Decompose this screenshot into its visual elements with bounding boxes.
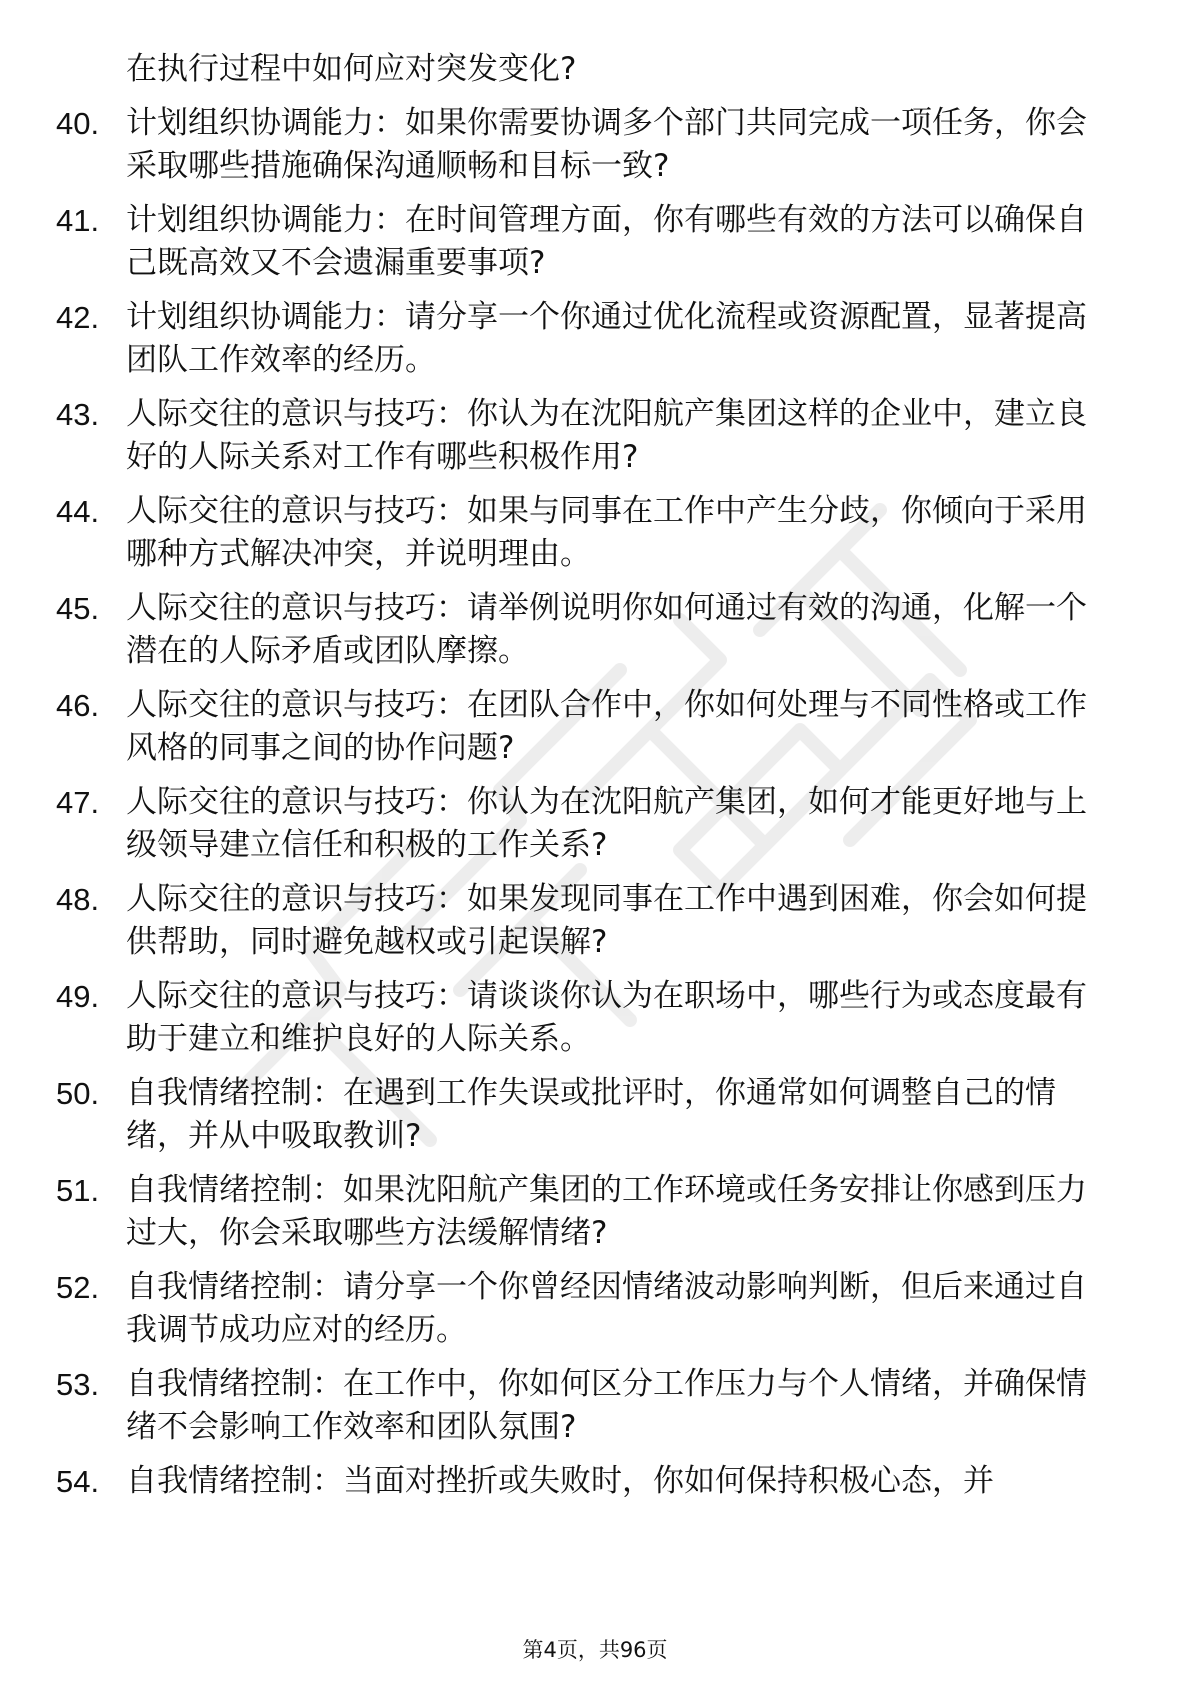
- item-text: 在执行过程中如何应对突发变化?: [126, 51, 577, 87]
- list-item: [56, 490, 1116, 576]
- item-number: 44.: [56, 494, 100, 529]
- item-text: 自我情绪控制：请分享一个你曾经因情绪波动影响判断，但后来通过自我调节成功应对的经历。: [126, 1269, 1087, 1348]
- item-text: 自我情绪控制：在工作中，你如何区分工作压力与个人情绪，并确保情绪不会影响工作效率和团队氛围?: [126, 1366, 1087, 1445]
- item-number: 41.: [56, 203, 100, 238]
- list-item: [56, 296, 1116, 382]
- list-item: [56, 684, 1116, 770]
- item-number: 42.: [56, 300, 100, 335]
- item-number: 53.: [56, 1367, 100, 1402]
- item-text: 计划组织协调能力：在时间管理方面，你有哪些有效的方法可以确保自己既高效又不会遗漏重要事项?: [126, 202, 1087, 281]
- item-number: 50.: [56, 1076, 100, 1111]
- list-item: [56, 393, 1116, 479]
- list-item: [56, 1072, 1116, 1158]
- item-number: 47.: [56, 785, 100, 820]
- item-text: 人际交往的意识与技巧：如果与同事在工作中产生分歧，你倾向于采用哪种方式解决冲突，并说明理由。: [126, 493, 1087, 572]
- list-item: [56, 1460, 1116, 1503]
- item-number: 51.: [56, 1173, 100, 1208]
- item-text: 人际交往的意识与技巧：你认为在沈阳航产集团，如何才能更好地与上级领导建立信任和积极的工作关系?: [126, 784, 1087, 863]
- item-text: 自我情绪控制：在遇到工作失误或批评时，你通常如何调整自己的情绪，并从中吸取教训?: [126, 1075, 1056, 1154]
- list-item: [56, 878, 1116, 964]
- item-number: 52.: [56, 1270, 100, 1305]
- item-text: 人际交往的意识与技巧：如果发现同事在工作中遇到困难，你会如何提供帮助，同时避免越权或引起误解?: [126, 881, 1087, 960]
- list-item: [56, 1169, 1116, 1255]
- item-text: 人际交往的意识与技巧：请举例说明你如何通过有效的沟通，化解一个潜在的人际矛盾或团队摩擦。: [126, 590, 1087, 669]
- list-item: [56, 199, 1116, 285]
- list-item: [56, 48, 1116, 91]
- page-footer: 第4页，共96页: [522, 1638, 668, 1662]
- item-text: 人际交往的意识与技巧：请谈谈你认为在职场中，哪些行为或态度最有助于建立和维护良好的人际关系。: [126, 978, 1087, 1057]
- item-number: 54.: [56, 1464, 100, 1499]
- item-text: 自我情绪控制：如果沈阳航产集团的工作环境或任务安排让你感到压力过大，你会采取哪些方法缓解情绪?: [126, 1172, 1087, 1251]
- item-text: 人际交往的意识与技巧：在团队合作中，你如何处理与不同性格或工作风格的同事之间的协作问题?: [126, 687, 1087, 766]
- list-item: [56, 587, 1116, 673]
- item-number: 46.: [56, 688, 100, 723]
- item-number: 40.: [56, 106, 100, 141]
- list-item: [56, 102, 1116, 188]
- item-text: 人际交往的意识与技巧：你认为在沈阳航产集团这样的企业中，建立良好的人际关系对工作有哪些积极作用?: [126, 396, 1087, 475]
- item-text: 自我情绪控制：当面对挫折或失败时，你如何保持积极心态，并: [126, 1463, 994, 1499]
- list-item: [56, 975, 1116, 1061]
- item-number: 49.: [56, 979, 100, 1014]
- list-item: [56, 781, 1116, 867]
- item-text: 计划组织协调能力：如果你需要协调多个部门共同完成一项任务，你会采取哪些措施确保沟通顺畅和目标一致?: [126, 105, 1087, 184]
- item-number: 45.: [56, 591, 100, 626]
- item-text: 计划组织协调能力：请分享一个你通过优化流程或资源配置，显著提高团队工作效率的经历。: [126, 299, 1087, 378]
- list-item: [56, 1266, 1116, 1352]
- list-item: [56, 1363, 1116, 1449]
- question-list: [56, 48, 1116, 1514]
- item-number: 43.: [56, 397, 100, 432]
- item-number: 48.: [56, 882, 100, 917]
